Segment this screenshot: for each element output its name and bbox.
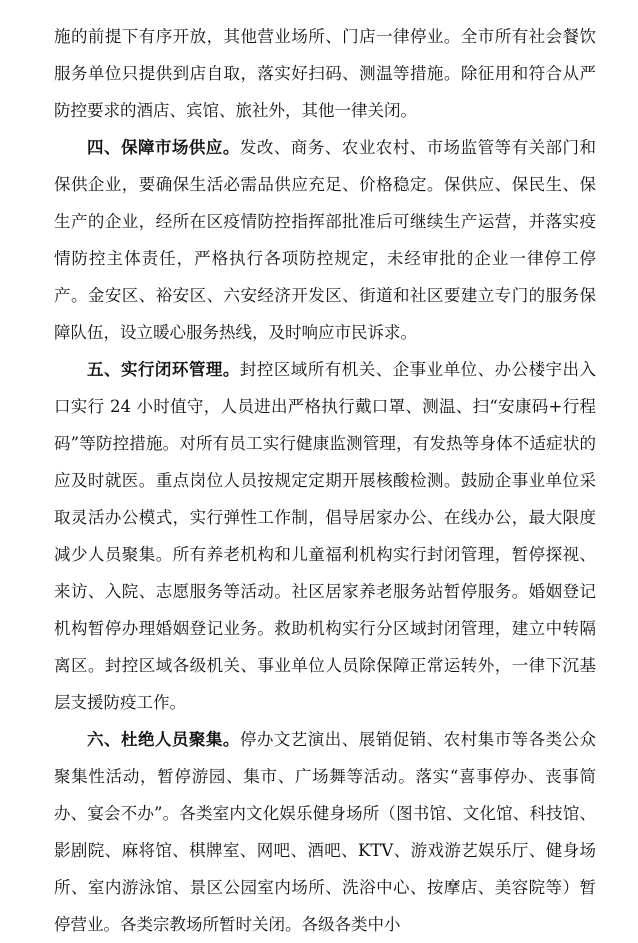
paragraph-text: 停办文艺演出、展销促销、农村集市等各类公众聚集性活动，暂停游园、集市、广场舞等活动。落实“喜事停办、丧事简办、宴会不办”。各类室内文化娱乐健身场所（图书馆、文化馆、科技馆、影剧院、麻将馆、棋牌室、网吧、酒吧、KTV、游戏游艺娱乐厅、健身场所、室内游泳馆、景区公园室内场所、洗浴中心、按摩店、美容院等）暂停营业。各类宗教场所暂时关闭。各级各类中小 (54, 730, 597, 934)
paragraph-text: 封控区域所有机关、企事业单位、办公楼宇出入口实行 24 小时值守，人员进出严格执行戴口罩、测温、扫“安康码+行程码”等防控措施。对所有员工实行健康监测管理，有发热等身体不适症状的应及时就医。重点岗位人员按规定定期开展核酸检测。鼓励企事业单位采取灵活办公模式，实行弹性工作制，倡导居家办公、在线办公，最大限度减少人员聚集。所有养老机构和儿童福利机构实行封闭管理，暂停探视、来访、入院、志愿服务等活动。社区居家养老服务站暂停服务。婚姻登记机构暂停办理婚姻登记业务。救助机构实行分区域封闭管理，建立中转隔离区。封控区域各级机关、事业单位人员除保障正常运转外，一律下沉基层支援防疫工作。 (54, 360, 597, 712)
section-heading: 五、实行闭环管理。 (87, 360, 240, 379)
paragraph-closed-loop (54, 351, 596, 721)
document-page (54, 18, 596, 943)
paragraph-market-supply (54, 129, 596, 351)
section-heading: 六、杜绝人员聚集。 (87, 730, 240, 749)
paragraph-text: 施的前提下有序开放，其他营业场所、门店一律停业。全市所有社会餐饮服务单位只提供到店自取，落实好扫码、测温等措施。除征用和符合从严防控要求的酒店、宾馆、旅社外，其他一律关闭。 (54, 27, 596, 120)
paragraph-no-gathering (54, 721, 596, 943)
paragraph-text: 发改、商务、农业农村、市场监管等有关部门和保供企业，要确保生活必需品供应充足、价格稳定。保供应、保民生、保生产的企业，经所在区疫情防控指挥部批准后可继续生产运营，并落实疫情防控主体责任，严格执行各项防控规定，未经审批的企业一律停工停产。金安区、裕安区、六安经济开发区、街道和社区要建立专门的服务保障队伍，设立暖心服务热线，及时响应市民诉求。 (54, 138, 597, 342)
paragraph-continuation (54, 18, 596, 129)
section-heading: 四、保障市场供应。 (87, 138, 240, 157)
